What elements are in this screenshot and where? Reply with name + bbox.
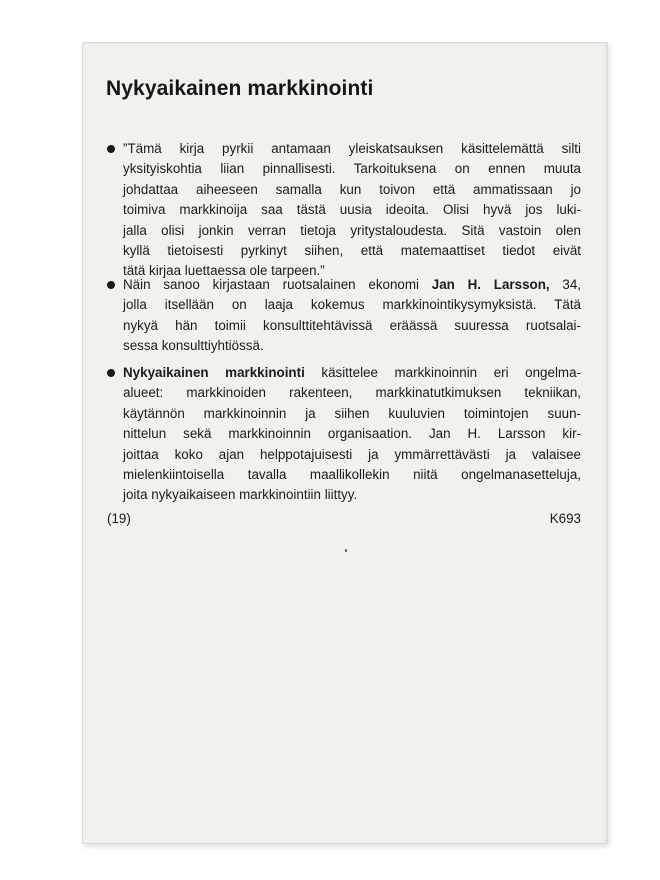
paragraph-line: ”Tämä kirja pyrkii antamaan yleiskatsauksen käsittelemättä silti — [123, 141, 581, 156]
catalog-code: K693 — [549, 511, 581, 526]
paragraph-line: kyllä tietoisesti pyrkinyt siihen, että matemaattiset tiedot eivät — [123, 243, 581, 259]
paragraph-line: joittaa koko ajan helppotajuisesti ja ymmärrettävästi ja valaisee — [123, 446, 581, 462]
paragraph-line: käytännön markkinoinnin ja siihen kuuluvien toimintojen suun- — [123, 405, 581, 421]
paragraph-line — [123, 275, 581, 295]
paragraph-line: mielenkiintoisella tavalla maallikollekin niitä ongelmanasetteluja, — [123, 467, 581, 483]
author-name: Jan H. Larsson, — [431, 277, 550, 292]
paragraph-line: toimiva markkinoija saa tästä uusia ideoita. Olisi hyvä jos luki- — [123, 202, 581, 218]
paragraph-line: yksityiskohtia liian pinnallisesti. Tarkoituksena on ennen muuta — [123, 161, 581, 177]
bullet-icon — [107, 369, 115, 377]
book-title: Nykyaikainen markkinointi — [106, 77, 374, 100]
quote-paragraph — [123, 139, 581, 282]
paragraph-line: alueet: markkinoiden rakenteen, markkinatutkimuksen tekniikan, — [123, 385, 581, 401]
author-paragraph — [123, 275, 581, 357]
paragraph-line: nykyä hän toimii konsulttitehtävissä eräässä suuressa ruotsalai- — [123, 317, 581, 333]
paragraph-line: nittelun sekä markkinoinnin organisaation. Jan H. Larsson kir- — [123, 426, 581, 442]
paragraph-line: johdattaa aiheeseen samalla kun toivon että ammatissaan jo — [123, 181, 581, 197]
paragraph-line: tätä kirjaa luettaessa ole tarpeen.” — [123, 263, 325, 279]
content-paragraph — [123, 363, 581, 506]
line-text: käsittelee markkinoinnin eri ongelma- — [304, 365, 581, 380]
book-back-cover — [82, 42, 608, 844]
paragraph-line: jolla itsellään on laaja kokemus markkinointikysymyksistä. Tätä — [123, 297, 581, 313]
bullet-icon — [107, 145, 115, 153]
paragraph-line — [123, 363, 581, 383]
paragraph-line: joita nykyaikaiseen markkinointiin liittyy. — [123, 487, 358, 503]
series-number: (19) — [107, 511, 131, 526]
bullet-icon — [107, 281, 115, 289]
paragraph-line: jalla olisi jonkin verran tietoja yritystaloudesta. Sitä vastoin olen — [123, 222, 581, 238]
line-text: Näin sanoo kirjastaan ruotsalainen ekonomi — [123, 277, 432, 292]
line-text: 34, — [549, 277, 581, 292]
book-title-inline: Nykyaikainen markkinointi — [123, 365, 305, 380]
paragraph-line: sessa konsulttiyhtiössä. — [123, 338, 264, 354]
paper-speck — [345, 549, 347, 552]
